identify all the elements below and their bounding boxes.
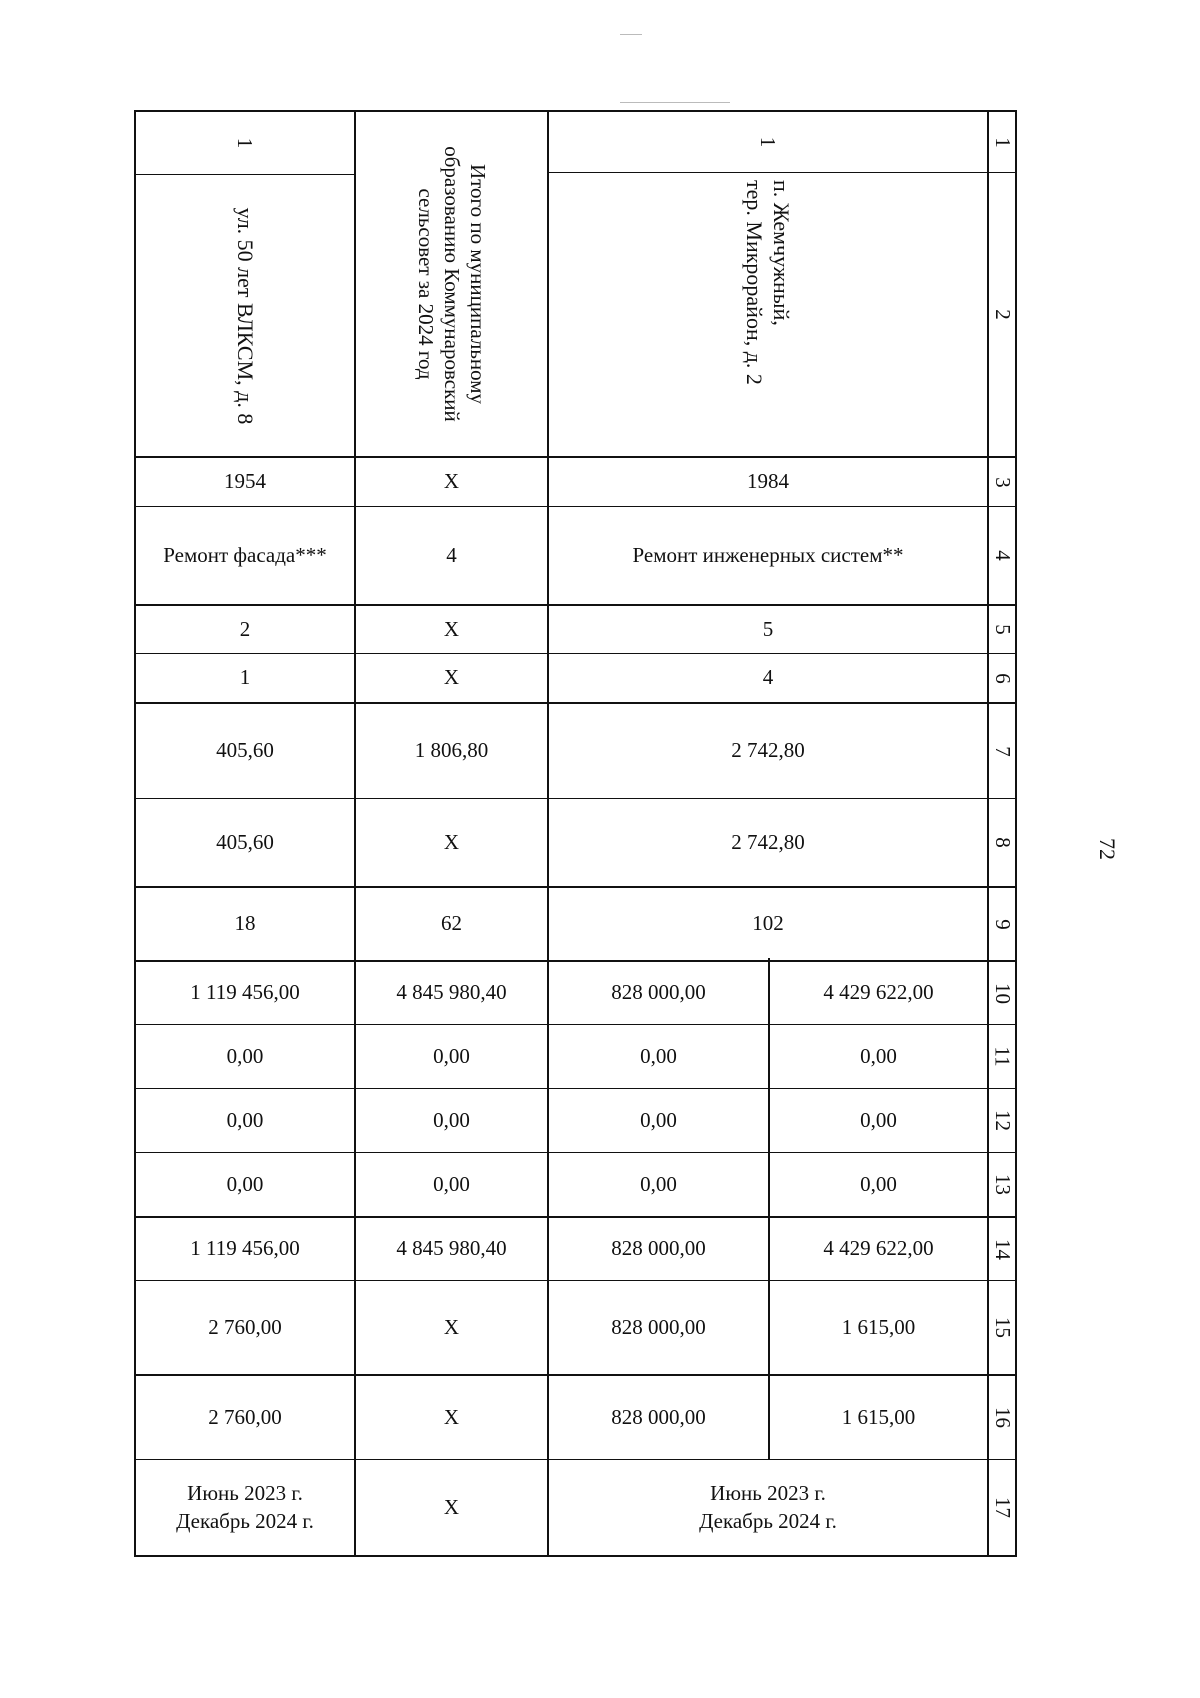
column-number: 14 (990, 1238, 1015, 1260)
cell-r6-a: 1 (239, 665, 251, 690)
cell-r6-c: 4 (762, 665, 774, 690)
cell-r14-b: 4 845 980,40 (396, 1236, 507, 1261)
cell-r13-a: 0,00 (226, 1171, 264, 1196)
cell-r6-b: X (443, 665, 460, 690)
cell-r17-b: X (443, 1494, 460, 1519)
cell-r10-c2: 4 429 622,00 (823, 980, 934, 1005)
cell-r4-b: 4 (446, 542, 457, 567)
column-number: 10 (990, 982, 1015, 1004)
cell-r13-c2: 0,00 (860, 1171, 897, 1196)
cell-r11-b: 0,00 (433, 1043, 470, 1068)
column-number: 3 (990, 476, 1015, 488)
cell-r15-a: 2 760,00 (208, 1314, 282, 1339)
cell-r12-c1: 0,00 (640, 1107, 677, 1132)
cell-r16-c1: 828 000,00 (611, 1404, 706, 1429)
data-table (134, 110, 1017, 1557)
column-number: 17 (990, 1497, 1015, 1518)
cell-r11-c1: 0,00 (640, 1043, 677, 1068)
cell-r16-c2: 1 615,00 (841, 1404, 916, 1429)
column-number: 12 (990, 1110, 1015, 1131)
cell-r16-a: 2 760,00 (208, 1404, 282, 1429)
cell-r13-b: 0,00 (433, 1171, 470, 1196)
cell-r11-a: 0,00 (226, 1043, 264, 1068)
column-number: 5 (990, 624, 1015, 635)
cell-r4-a: Ремонт фасада*** (163, 542, 327, 567)
cell-r9-a: 18 (234, 911, 256, 936)
cell-r8-c: 2 742,80 (731, 829, 805, 854)
column-number: 8 (990, 837, 1015, 848)
cell-r14-c1: 828 000,00 (611, 1236, 706, 1261)
header-total: Итого по муниципальному образованию Коммунаровский сельсовет за 2024 год (413, 146, 490, 422)
header-address-c: п. Жемчужный, тер. Микрорайон, д. 2 (742, 179, 795, 385)
scan-artifact (620, 102, 730, 103)
cell-r5-b: X (443, 616, 460, 641)
cell-r17-c: Июнь 2023 г. Декабрь 2024 г. (699, 1481, 837, 1533)
cell-r15-b: X (443, 1314, 460, 1339)
cell-r9-c: 102 (752, 911, 784, 936)
column-number: 13 (990, 1174, 1015, 1195)
column-number: 4 (990, 550, 1015, 561)
column-number: 9 (990, 918, 1015, 930)
cell-r10-c1: 828 000,00 (611, 980, 706, 1005)
cell-r10-a: 1 119 456,00 (190, 980, 300, 1005)
cell-r8-a: 405,60 (216, 829, 274, 854)
cell-r12-c2: 0,00 (860, 1107, 897, 1132)
cell-r16-b: X (443, 1404, 460, 1429)
cell-r7-a: 405,60 (216, 738, 274, 763)
cell-r12-b: 0,00 (433, 1107, 470, 1132)
cell-r4-c: Ремонт инженерных систем** (632, 542, 904, 567)
cell-r5-c: 5 (762, 616, 774, 641)
cell-r17-a: Июнь 2023 г. Декабрь 2024 г. (176, 1481, 314, 1533)
cell-r3-b: X (443, 469, 460, 494)
column-number: 11 (990, 1046, 1015, 1067)
cell-r13-c1: 0,00 (640, 1171, 677, 1196)
column-number: 16 (990, 1407, 1015, 1428)
column-number: 1 (990, 136, 1015, 148)
cell-r8-b: X (443, 829, 460, 854)
cell-r9-b: 62 (441, 911, 462, 936)
cell-r14-c2: 4 429 622,00 (823, 1236, 934, 1261)
cell-r14-a: 1 119 456,00 (190, 1236, 300, 1261)
cell-r12-a: 0,00 (226, 1107, 264, 1132)
cell-r5-a: 2 (239, 616, 251, 641)
cell-r7-c: 2 742,80 (731, 738, 805, 763)
cell-r3-c: 1984 (747, 469, 789, 494)
cell-r15-c1: 828 000,00 (611, 1314, 706, 1339)
scan-artifact (620, 34, 642, 35)
header-index-a: 1 (233, 137, 258, 149)
cell-r15-c2: 1 615,00 (841, 1314, 916, 1339)
column-number: 2 (990, 309, 1015, 320)
page-number: 72 (1095, 838, 1120, 860)
header-index-c: 1 (756, 136, 781, 148)
cell-r3-a: 1954 (224, 469, 266, 494)
column-number: 6 (990, 672, 1015, 684)
cell-r11-c2: 0,00 (860, 1043, 897, 1068)
cell-r10-b: 4 845 980,40 (396, 980, 507, 1005)
column-number: 15 (990, 1317, 1015, 1338)
cell-r7-b: 1 806,80 (414, 738, 489, 763)
header-address-a: ул. 50 лет ВЛКСМ, д. 8 (232, 207, 258, 424)
column-number: 7 (990, 745, 1015, 757)
